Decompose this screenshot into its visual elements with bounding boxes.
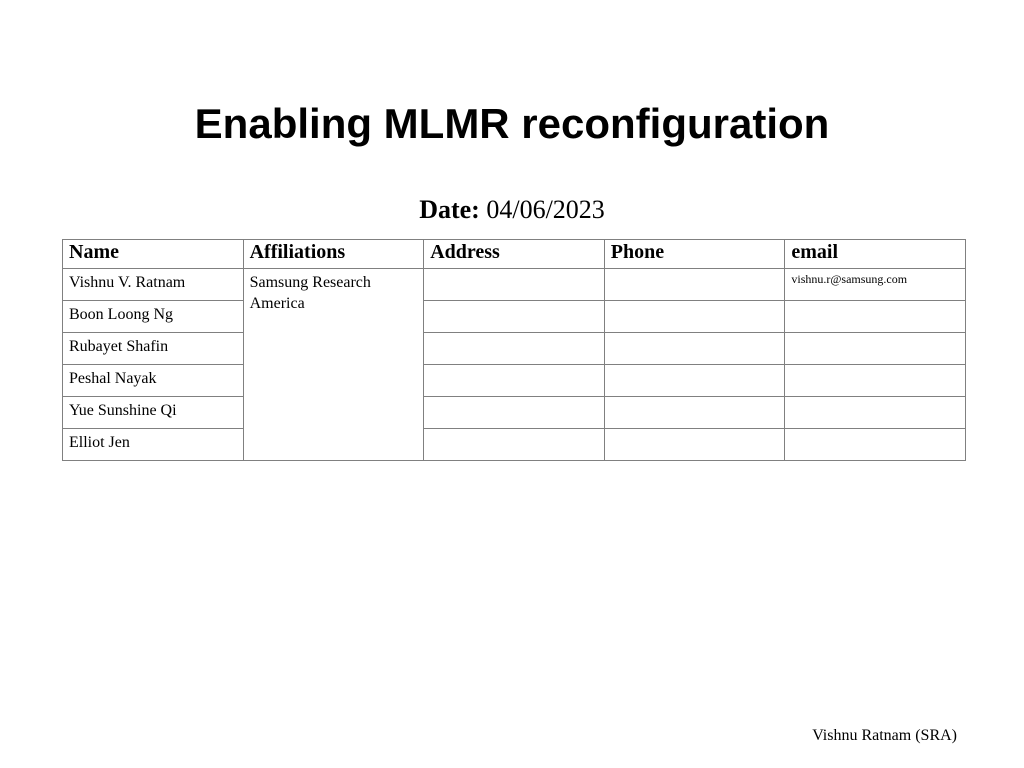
phone-cell <box>604 365 785 397</box>
email-cell <box>785 429 966 461</box>
address-cell <box>424 397 605 429</box>
address-cell <box>424 333 605 365</box>
author-name: Elliot Jen <box>63 429 244 461</box>
footer-author: Vishnu Ratnam (SRA) <box>812 727 957 744</box>
phone-cell <box>604 269 785 301</box>
address-cell <box>424 301 605 333</box>
author-name: Rubayet Shafin <box>63 333 244 365</box>
header-address: Address <box>424 240 605 269</box>
email-cell <box>785 333 966 365</box>
date-line <box>0 195 1024 225</box>
table-row <box>63 365 966 397</box>
table-header-row <box>63 240 966 269</box>
email-cell <box>785 397 966 429</box>
table-row <box>63 269 966 301</box>
email-cell: vishnu.r@samsung.com <box>785 269 966 301</box>
email-cell <box>785 301 966 333</box>
address-cell <box>424 365 605 397</box>
author-name: Boon Loong Ng <box>63 301 244 333</box>
table-row <box>63 333 966 365</box>
slide-title: Enabling MLMR reconfiguration <box>194 100 830 147</box>
table-row <box>63 301 966 333</box>
affiliation-cell: Samsung Research America <box>243 269 424 461</box>
email-cell <box>785 365 966 397</box>
phone-cell <box>604 429 785 461</box>
address-cell <box>424 429 605 461</box>
table-row <box>63 397 966 429</box>
header-name: Name <box>63 240 244 269</box>
phone-cell <box>604 397 785 429</box>
authors-table <box>62 239 966 461</box>
author-name: Vishnu V. Ratnam <box>63 269 244 301</box>
author-name: Yue Sunshine Qi <box>63 397 244 429</box>
header-email: email <box>785 240 966 269</box>
table-row <box>63 429 966 461</box>
date-value: 04/06/2023 <box>486 195 605 224</box>
date-label: Date: <box>419 195 480 224</box>
author-name: Peshal Nayak <box>63 365 244 397</box>
header-affiliations: Affiliations <box>243 240 424 269</box>
header-phone: Phone <box>604 240 785 269</box>
address-cell <box>424 269 605 301</box>
phone-cell <box>604 333 785 365</box>
phone-cell <box>604 301 785 333</box>
